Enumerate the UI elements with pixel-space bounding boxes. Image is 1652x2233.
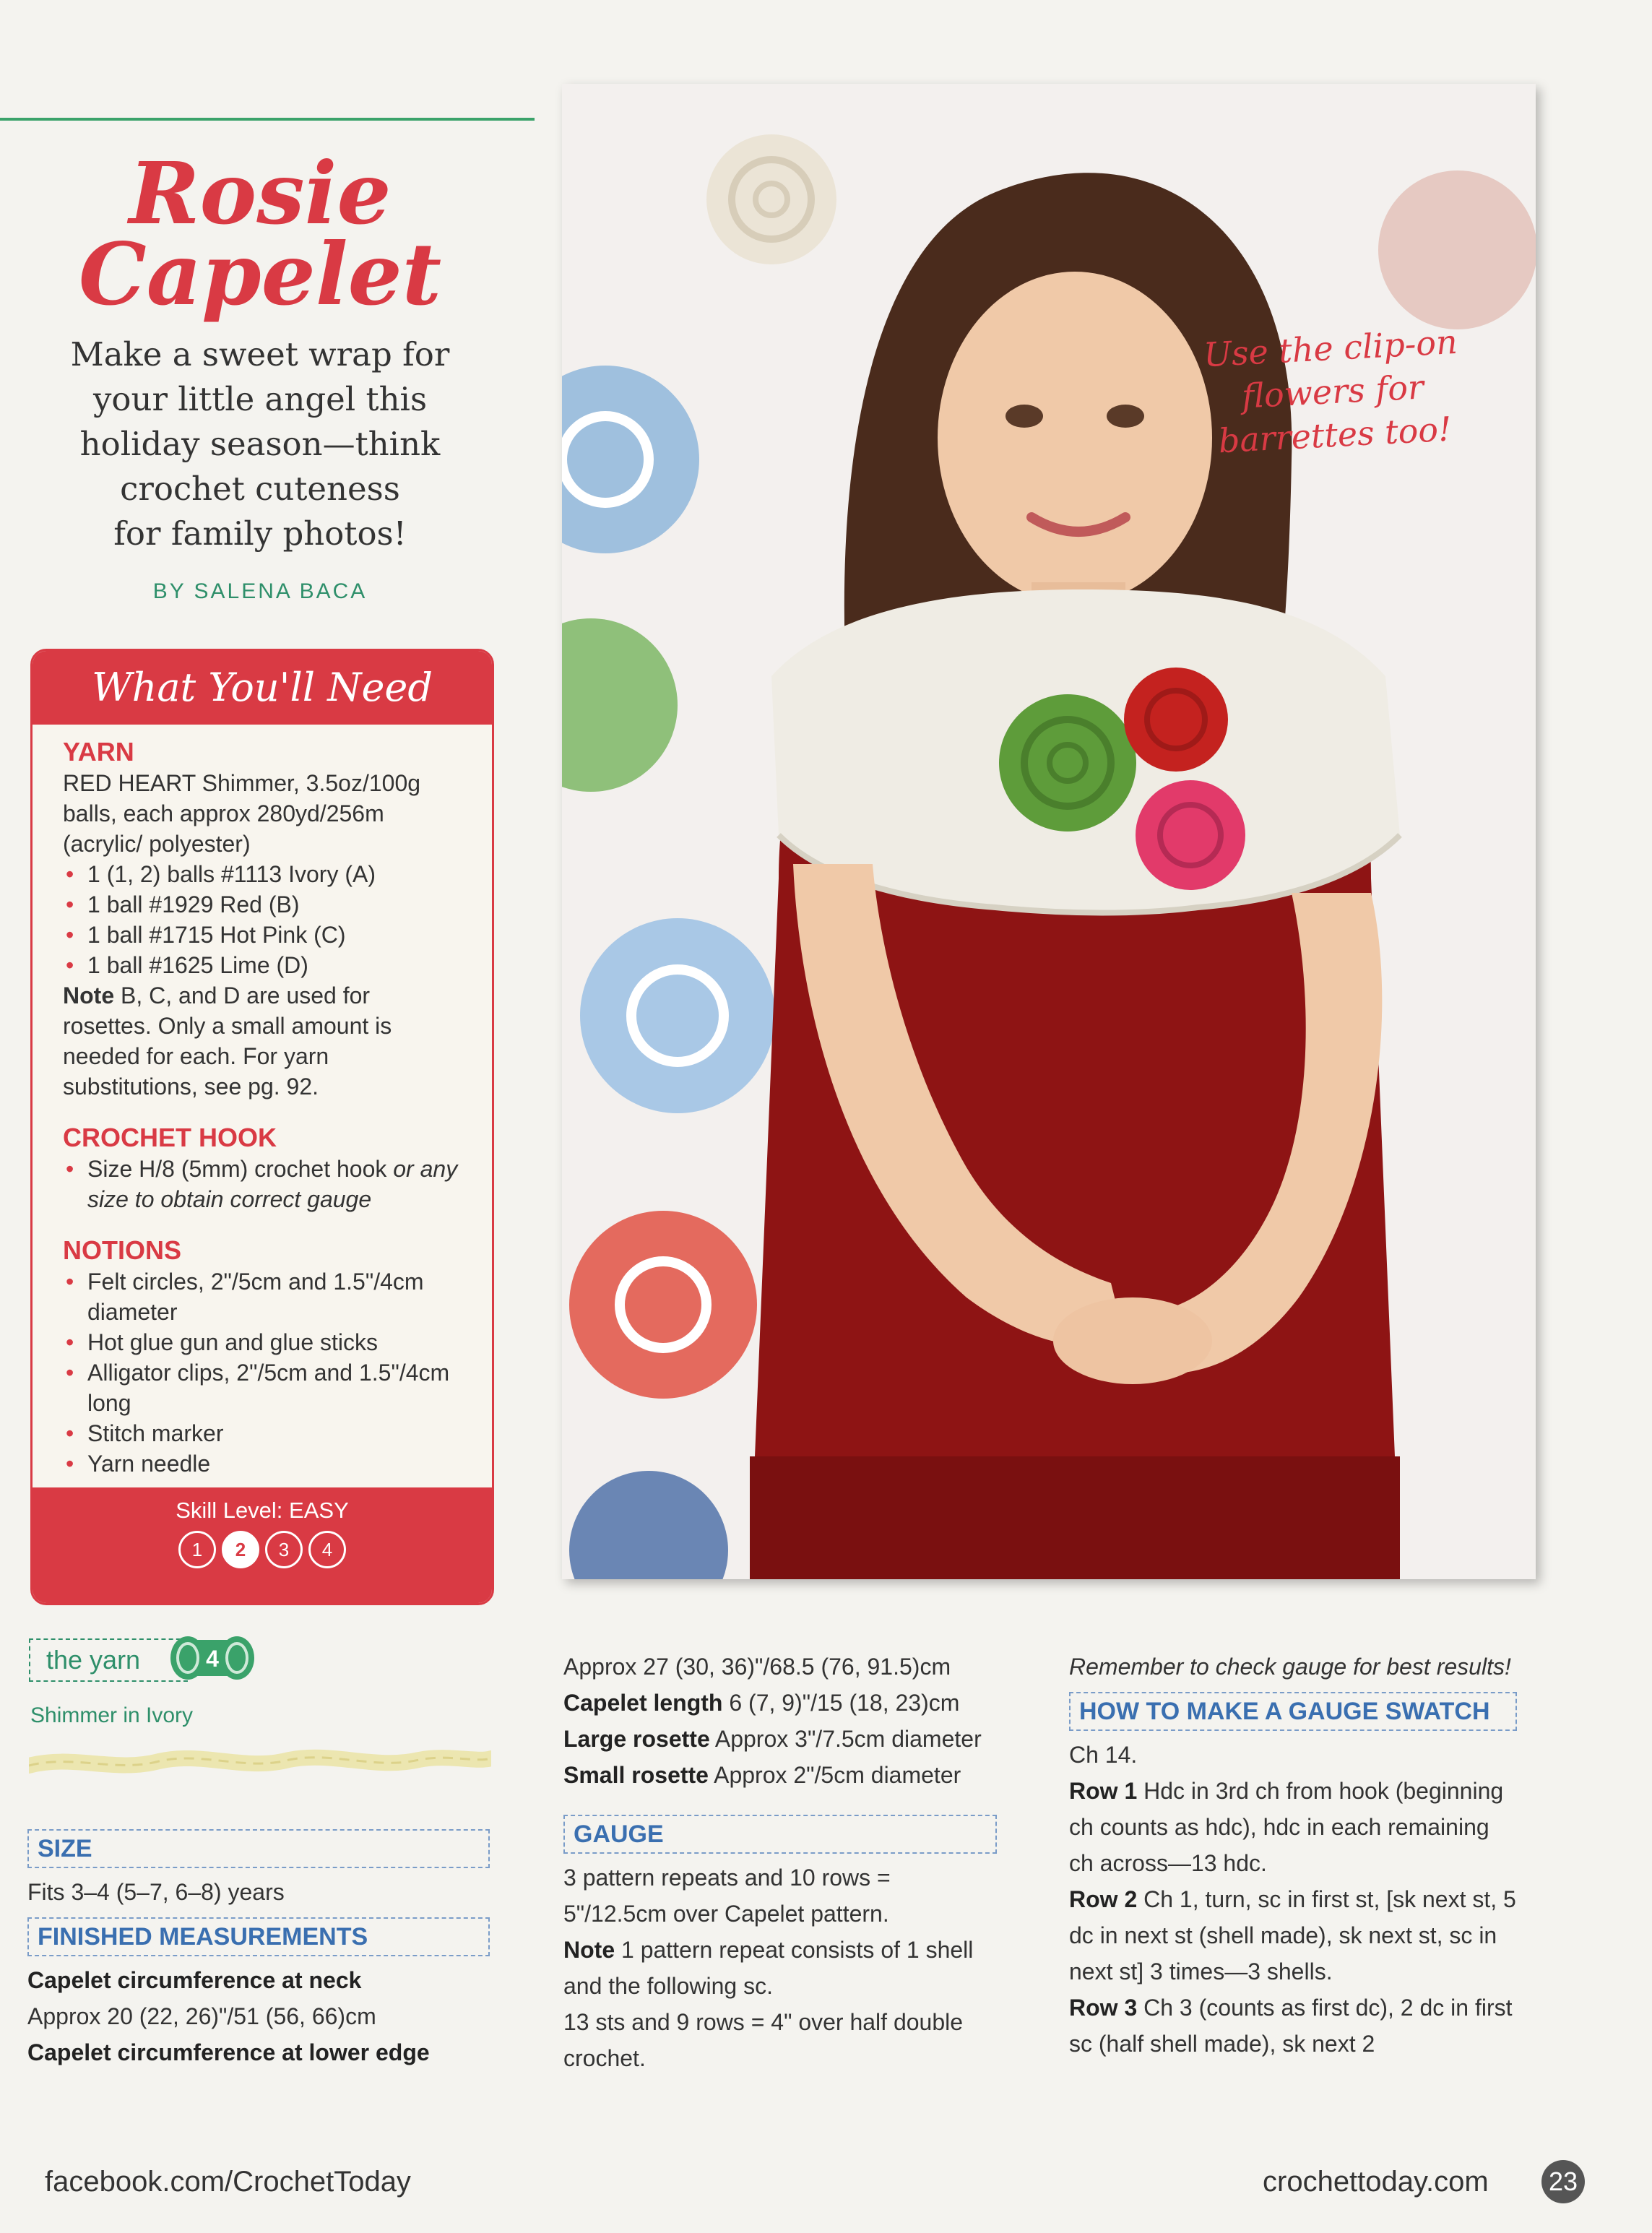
list-item: • Hot glue gun and glue sticks [63, 1327, 460, 1357]
list-item: • Yarn needle [63, 1448, 460, 1479]
gauge-text: 3 pattern repeats and 10 rows = 5"/12.5cm over Capelet pattern. [563, 1865, 891, 1927]
title-line-1: Rosie [129, 143, 392, 243]
notions-list [63, 1266, 460, 1479]
column-right [1069, 1649, 1517, 2062]
list-item [63, 1154, 460, 1214]
finished-measurements-heading: FINISHED MEASUREMENTS [27, 1917, 490, 1956]
skill-level-2: 2 [222, 1531, 259, 1568]
callout-line: Use the clip-on [1202, 321, 1458, 375]
skill-level-4: 4 [308, 1531, 346, 1568]
row-1: Row 1 Hdc in 3rd ch from hook (beginning ch counts as hdc), hdc in each remaining ch across—13 hdc. [1069, 1778, 1504, 1876]
subtitle-line: for family photos! [113, 514, 407, 553]
hook-text-italic: or any size to obtain correct gauge [87, 1156, 458, 1212]
materials-box [30, 649, 494, 1605]
materials-body [33, 725, 492, 1479]
title-line-2: Capelet [78, 224, 442, 324]
the-yarn-label: the yarn [29, 1638, 188, 1682]
gauge-note: Note 1 pattern repeat consists of 1 shell and the following sc. [563, 1937, 974, 1999]
subtitle [29, 332, 491, 556]
size-text: Fits 3–4 (5–7, 6–8) years [27, 1879, 285, 1905]
yarn-heading: YARN [63, 737, 134, 766]
photo-illustration [562, 84, 1536, 1579]
list-item: • Alligator clips, 2"/5cm and 1.5"/4cm long [63, 1357, 460, 1418]
note-label: Note [63, 982, 115, 1008]
neck-label: Capelet circumference at neck [27, 1967, 362, 1993]
byline: BY SALENA BACA [152, 579, 368, 603]
column-left [27, 1822, 490, 2070]
yarn-weight-number: 4 [206, 1646, 219, 1672]
neck-value: Approx 20 (22, 26)"/51 (56, 66)cm [27, 2003, 376, 2029]
page-number: 23 [1541, 2160, 1585, 2203]
hook-heading: CROCHET HOOK [63, 1123, 277, 1152]
skill-level-1: 1 [178, 1531, 216, 1568]
column-middle [563, 1649, 997, 2076]
subtitle-line: your little angel this [92, 380, 428, 418]
swatch-ch: Ch 14. [1069, 1742, 1138, 1768]
subtitle-line: crochet cuteness [120, 470, 400, 508]
note-text: B, C, and D are used for rosettes. Only a small amount is needed for each. For yarn substitutions, see pg. 92. [63, 982, 392, 1100]
list-item: • 1 (1, 2) balls #1113 Ivory (A) [63, 859, 460, 889]
footer-facebook-link[interactable]: facebook.com/CrochetToday [45, 2166, 411, 2198]
subtitle-line: Make a sweet wrap for [70, 335, 450, 373]
subtitle-line: holiday season—think [79, 425, 441, 463]
notions-heading: NOTIONS [63, 1235, 182, 1265]
lower-edge-value: Approx 27 (30, 36)"/68.5 (76, 91.5)cm [563, 1654, 951, 1680]
skill-level-bar [33, 1487, 492, 1603]
list-item: • 1 ball #1715 Hot Pink (C) [63, 920, 460, 950]
footer-website-link[interactable]: crochettoday.com [1263, 2166, 1489, 2198]
yarn-weight-icon [168, 1634, 257, 1682]
list-item: • Stitch marker [63, 1418, 460, 1448]
photo-callout [1167, 318, 1499, 465]
capelet-length: Capelet length 6 (7, 9)"/15 (18, 23)cm [563, 1690, 960, 1716]
row-2: Row 2 Ch 1, turn, sc in first st, [sk next st, 5 dc in next st (shell made), sk next st, sc in next st] 3 times—3 shells. [1069, 1886, 1516, 1984]
small-rosette: Small rosette Approx 2"/5cm diameter [563, 1762, 961, 1788]
large-rosette: Large rosette Approx 3"/7.5cm diameter [563, 1726, 982, 1752]
list-item: • 1 ball #1929 Red (B) [63, 889, 460, 920]
gauge-reminder: Remember to check gauge for best results! [1069, 1654, 1511, 1680]
page-title [29, 143, 491, 324]
gauge-swatch-heading: HOW TO MAKE A GAUGE SWATCH [1069, 1692, 1517, 1731]
hook-text: Size H/8 (5mm) crochet hook [87, 1156, 394, 1182]
list-item: • Felt circles, 2"/5cm and 1.5"/4cm diameter [63, 1266, 460, 1327]
gauge-text-2: 13 sts and 9 rows = 4" over half double crochet. [563, 2009, 964, 2071]
yarn-note [63, 980, 460, 1102]
header-rule [0, 118, 535, 121]
materials-heading: What You'll Need [33, 651, 492, 725]
row-3: Row 3 Ch 3 (counts as first dc), 2 dc in first sc (half shell made), sk next 2 [1069, 1995, 1513, 2057]
yarn-description: RED HEART Shimmer, 3.5oz/100g balls, each approx 280yd/256m (acrylic/ polyester) [63, 770, 421, 857]
callout-line: barrettes too! [1217, 409, 1453, 461]
hook-list [63, 1154, 460, 1214]
size-heading: SIZE [27, 1829, 490, 1868]
yarn-list [63, 859, 460, 980]
skill-level-scale [33, 1531, 492, 1568]
list-item: • 1 ball #1625 Lime (D) [63, 950, 460, 980]
yarn-strand-image [29, 1747, 491, 1776]
callout-line: flowers for [1240, 367, 1425, 416]
skill-level-label: Skill Level: EASY [176, 1498, 349, 1523]
yarn-name: Shimmer in Ivory [30, 1703, 194, 1727]
model-photo [562, 84, 1536, 1579]
gauge-heading: GAUGE [563, 1815, 997, 1854]
skill-level-3: 3 [265, 1531, 303, 1568]
lower-edge-label: Capelet circumference at lower edge [27, 2039, 430, 2065]
